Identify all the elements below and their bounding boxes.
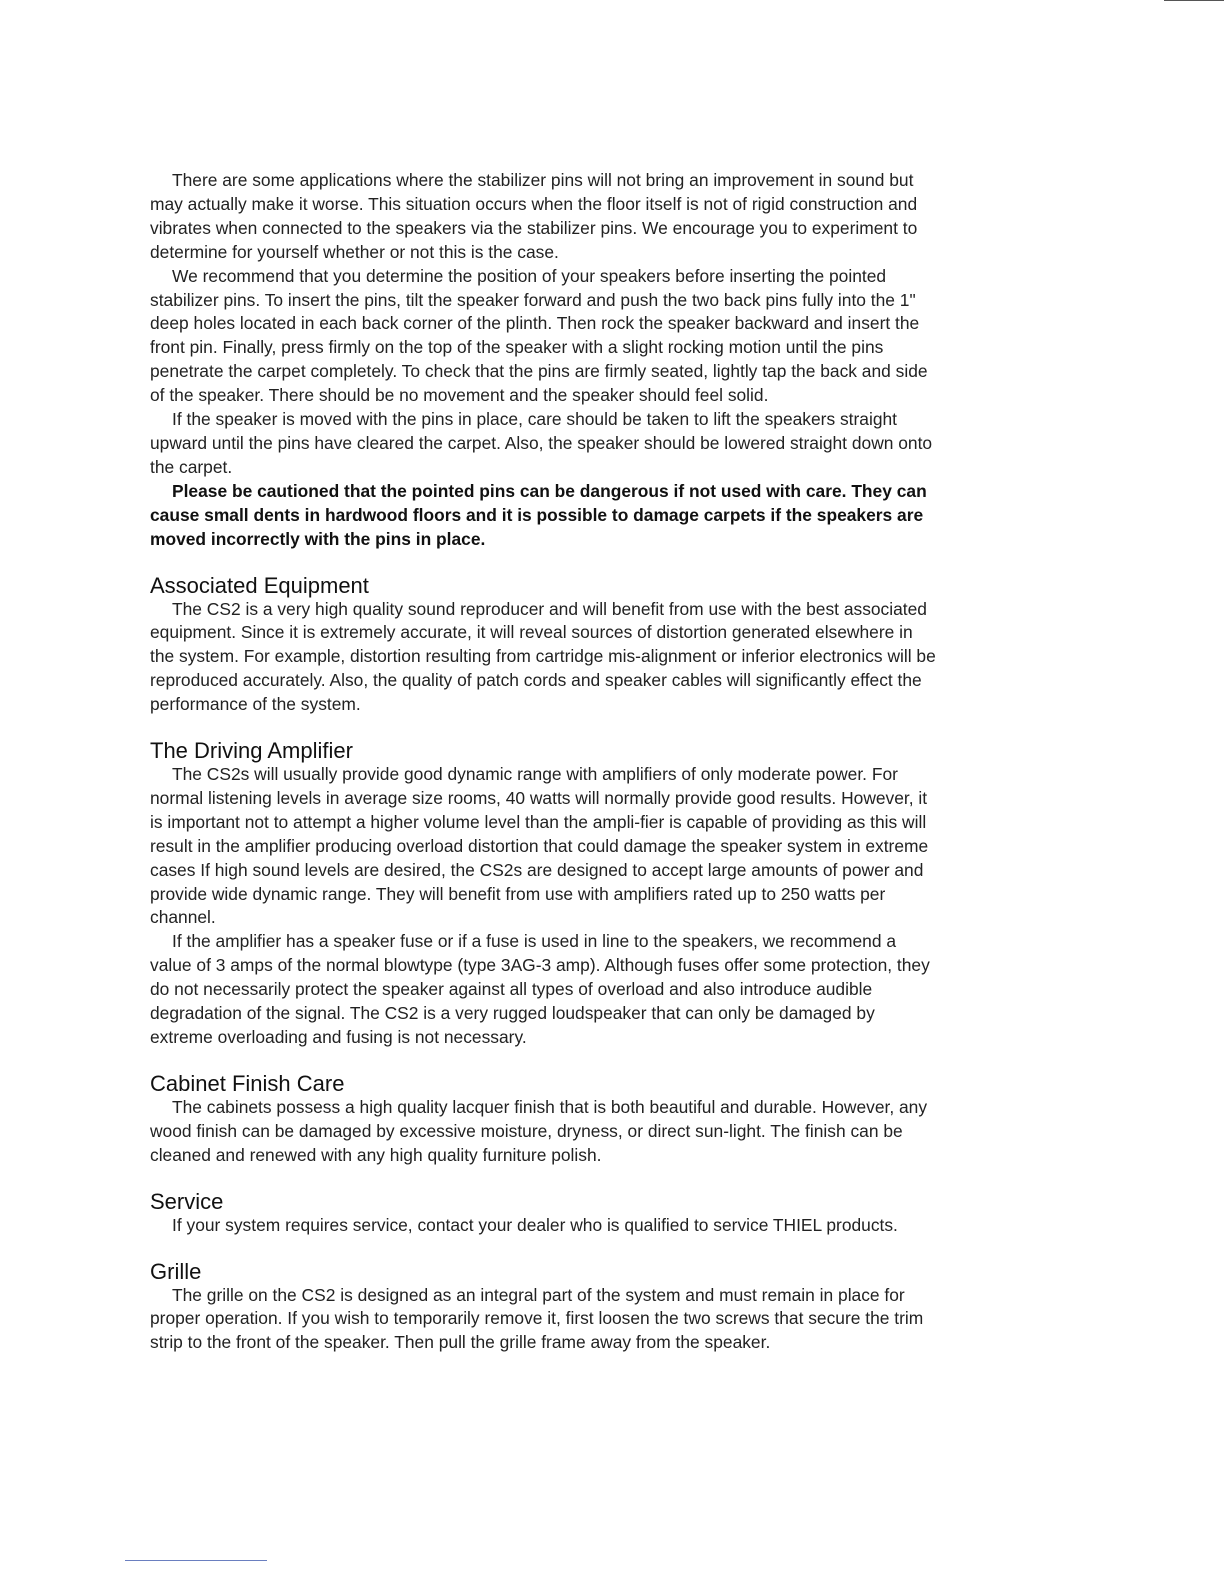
service-paragraph-1: If your system requires service, contact your dealer who is qualified to service THIEL products. xyxy=(172,1214,898,1235)
document-page xyxy=(150,169,940,1355)
caution-paragraph: Please be cautioned that the pointed pins can be dangerous if not used with care. They can cause small dents in hardwood floors and it is possible to damage carpets if the speakers are moved incorrectly with the pins in place. xyxy=(150,480,927,549)
heading-associated-equipment: Associated Equipment xyxy=(150,572,369,598)
top-edge-rule xyxy=(1164,0,1224,1)
amplifier-paragraph-2: If the amplifier has a speaker fuse or if a fuse is used in line to the speakers, we recommend a value of 3 amps of the normal blowtype (type 3AG-3 amp). Although fuses offer some protection, they do not necessarily protect the speaker against all types of overload and also introduce audible degradation of the signal. The CS2 is a very rugged loudspeaker that can only be damaged by extreme overloading and fusing is not necessary. xyxy=(150,931,930,1047)
heading-cabinet-finish-care: Cabinet Finish Care xyxy=(150,1070,345,1096)
bottom-edge-rule xyxy=(125,1560,267,1561)
intro-paragraph-3: If the speaker is moved with the pins in place, care should be taken to lift the speakers straight upward until the pins have cleared the carpet. Also, the speaker should be lowered straight down onto the carpet. xyxy=(150,409,933,477)
amplifier-paragraph-1: The CS2s will usually provide good dynamic range with amplifiers of only moderate power. For normal listening levels in average size rooms, 40 watts will normally provide good results. However, it is important not to attempt a higher volume level than the ampli-fier is capable of providing as this will result in the amplifier producing overload distortion that could damage the speaker system in extreme cases If high sound levels are desired, the CS2s are designed to accept large amounts of power and provide wide dynamic range. They will benefit from use with amplifiers rated up to 250 watts per channel. xyxy=(150,764,929,928)
heading-service: Service xyxy=(150,1188,224,1214)
intro-paragraph-1: There are some applications where the stabilizer pins will not bring an improvement in sound but may actually make it worse. This situation occurs when the floor itself is not of rigid construction and vibrates when connected to the speakers via the stabilizer pins. We encourage you to experiment to determine for yourself whether or not this is the case. xyxy=(150,170,918,262)
heading-grille: Grille xyxy=(150,1258,202,1284)
intro-paragraph-2: We recommend that you determine the position of your speakers before inserting the pointed stabilizer pins. To insert the pins, tilt the speaker forward and push the two back pins fully into the 1" deep holes located in each back corner of the plinth. Then rock the speaker backward and insert the front pin. Finally, press firmly on the top of the speaker with a slight rocking motion until the pins penetrate the carpet completely. To check that the pins are firmly seated, lightly tap the back and side of the speaker. There should be no movement and the speaker should feel solid. xyxy=(150,265,928,406)
heading-driving-amplifier: The Driving Amplifier xyxy=(150,738,353,764)
associated-paragraph-1: The CS2 is a very high quality sound reproducer and will benefit from use with the best associated equipment. Since it is extremely accurate, it will reveal sources of distortion generated elsewhere in the system. For example, distortion resulting from cartridge mis-alignment or inferior electronics will be reproduced accurately. Also, the quality of patch cords and speaker cables will significantly effect the performance of the system. xyxy=(150,598,936,715)
cabinet-paragraph-1: The cabinets possess a high quality lacquer finish that is both beautiful and durable. However, any wood finish can be damaged by excessive moisture, dryness, or direct sun-light. The finish can be cleaned and renewed with any high quality furniture polish. xyxy=(150,1096,928,1165)
grille-paragraph-1: The grille on the CS2 is designed as an integral part of the system and must remain in place for proper operation. If you wish to temporarily remove it, first loosen the two screws that secure the trim strip to the front of the speaker. Then pull the grille frame away from the speaker. xyxy=(150,1284,924,1353)
